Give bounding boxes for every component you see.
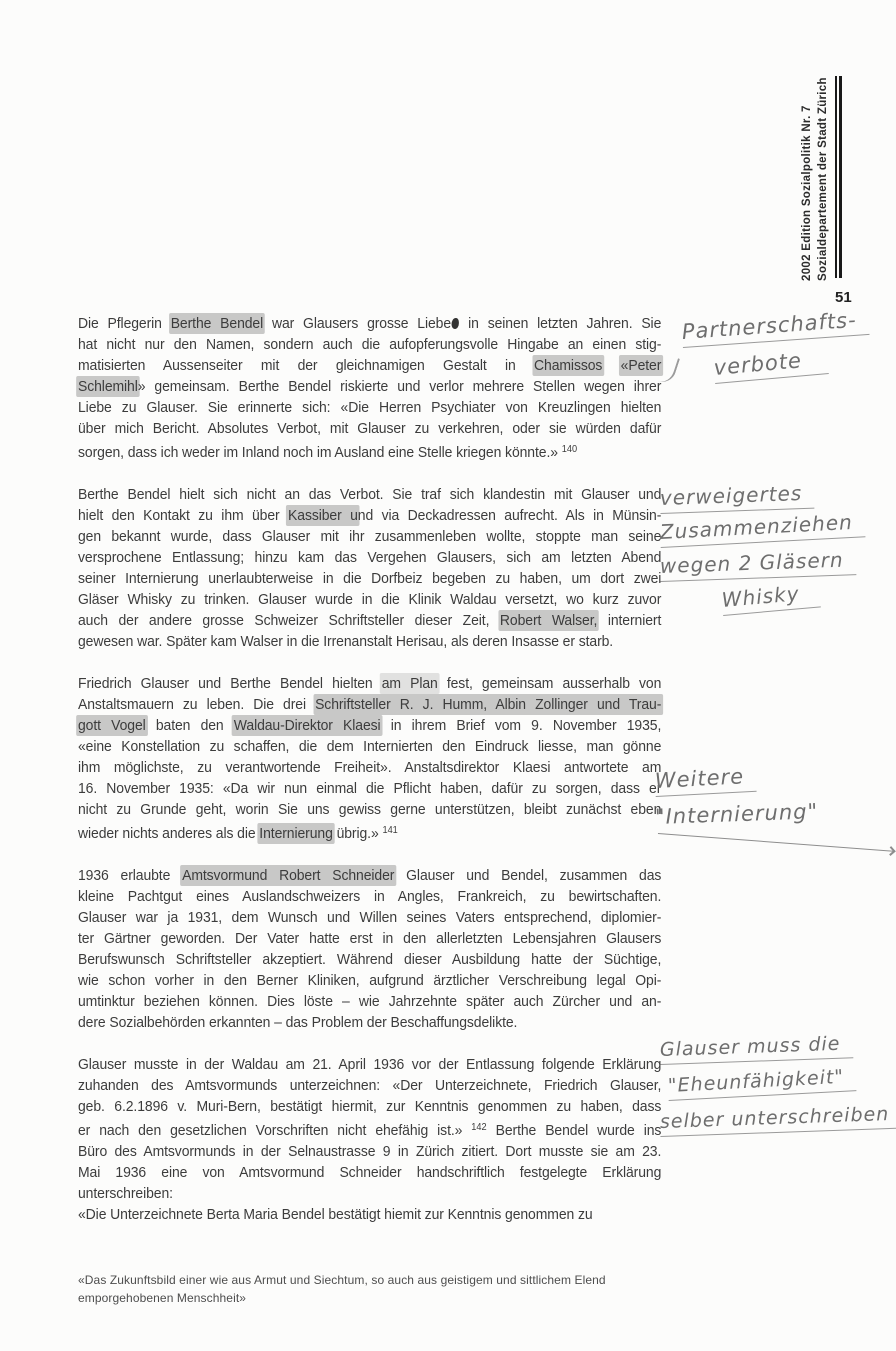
text-line <box>78 397 661 418</box>
text-span: gewesen war. Später kam Walser in die Irrenanstalt Herisau, als deren Insasse er starb. <box>78 633 614 650</box>
handwritten-line: verweigertes <box>660 481 815 514</box>
edition-header-line1: 2002 Edition Sozialpolitik Nr. 7 <box>801 105 813 281</box>
text-line <box>78 439 661 463</box>
text-span: Gläser Whisky zu trinken. Glauser wurde in die Klinik Waldau versetzt, wo kurz zuvor <box>78 591 662 608</box>
text-span: Anstaltsmauern zu leben. Die drei <box>78 696 316 713</box>
highlight-mark: Internierung <box>259 825 333 842</box>
text-span: über mich Bericht. Absolutes Verbot, mit Glauser zu verkehren, oder sie würden dafür <box>78 420 662 437</box>
text-span: Berthe Bendel wurde ins <box>486 1122 662 1139</box>
text-line <box>78 991 661 1012</box>
text-line <box>78 1183 661 1204</box>
text-span: versprochene Entlassung; hinzu kam das Vergehen Glausers, sich am letzten Abend <box>78 549 662 566</box>
text-span: nicht zu Grunde geht, worin Sie uns gewiss gerne unterstützen, bleibt zunächst eben <box>78 801 662 818</box>
handwritten-line: "Eheunfähigkeit" <box>667 1065 857 1101</box>
text-span <box>602 357 620 374</box>
text-line <box>78 484 661 505</box>
handwritten-line: verbote <box>713 346 829 384</box>
text-span: umtinktur beziehen können. Dies löste – wie Jahrzehnte später auch Zürcher und an- <box>78 993 662 1010</box>
text-line <box>78 778 661 799</box>
text-span: Mai 1936 eine von Amtsvormund Schneider handschriftlich festgelegte Erklärung <box>78 1164 662 1181</box>
margin-note-eheunfaehigkeit <box>659 1032 896 1147</box>
text-span: Berthe Bendel hielt sich nicht an das Verbot. Sie traf sich klandestin mit Glauser und <box>78 486 662 503</box>
text-line <box>78 907 661 928</box>
text-line <box>78 376 661 397</box>
text-span: sorgen, dass ich weder im Inland noch im Ausland eine Stelle kriegen könnte.» <box>78 444 562 461</box>
footnote-marker: 141 <box>382 825 398 836</box>
text-span: wieder nichts anderes als die <box>78 825 260 842</box>
highlight-mark: Waldau-Direktor Klaesi <box>233 717 381 734</box>
highlight-mark: Schriftsteller R. J. Humm, Albin Zollinger und Trau- <box>315 696 662 713</box>
text-line <box>78 1204 661 1225</box>
body-text <box>78 313 712 1246</box>
handwritten-line: Weitere <box>654 764 757 797</box>
page-number: 51 <box>835 289 852 306</box>
highlight-mark: Berthe Bendel <box>170 315 264 332</box>
highlight-mark: «Peter <box>620 357 662 374</box>
text-span: Glauser und Bendel, zusammen das <box>394 867 662 884</box>
text-line <box>78 757 661 778</box>
text-span: Liebe zu Glauser. Sie erinnerte sich: «Die Herren Psychiater von Kreuzlingen hielten <box>78 399 662 416</box>
footnote-marker: 142 <box>471 1122 487 1133</box>
text-span: seiner Internierung unerlaubterweise in die Dorfbeiz begeben zu haben, um dort zwei <box>78 570 662 587</box>
paragraph <box>78 484 712 652</box>
text-span: Büro des Amtsvormunds in der Selnaustrasse 9 in Zürich zitiert. Dort musste sie am 23. <box>78 1143 662 1160</box>
text-span: Friedrich Glauser und Berthe Bendel hielten <box>78 675 382 692</box>
text-span: in seinen letzten Jahren. Sie <box>459 315 662 332</box>
text-span: nd via Deckadressen aufrecht. Als in Münsin- <box>357 507 662 524</box>
text-span: gen bekannt wurde, dass Glauser mit ihr zusammenleben wollte, stoppte man seine <box>78 528 662 545</box>
text-span: » gemeinsam. Berthe Bendel riskierte und verlor mehrere Stellen wegen ihrer <box>137 378 662 395</box>
text-line <box>78 355 661 376</box>
highlight-mark: Robert Walser, <box>499 612 598 629</box>
text-span: wie schon vorher in den Berner Kliniken, aufgrund ärztlicher Verschreibung legal Opi- <box>78 972 662 989</box>
text-span: übrig.» <box>332 825 383 842</box>
text-line <box>78 568 661 589</box>
edition-header-line2: Sozialdepartement der Stadt Zürich <box>817 77 829 281</box>
paragraph <box>78 865 712 1033</box>
handwritten-line: "Internierung" <box>654 799 819 829</box>
text-span: «Die Unterzeichnete Berta Maria Bendel bestätigt hiemit zur Kenntnis genommen zu <box>78 1206 593 1223</box>
text-span: geb. 6.2.1896 v. Muri-Bern, bestätigt hiermit, zur Kenntnis genommen zu haben, dass <box>78 1098 662 1115</box>
text-line <box>78 1054 661 1075</box>
text-line <box>78 928 661 949</box>
handwritten-line: Glauser muss die <box>660 1032 853 1065</box>
paragraph <box>78 673 712 844</box>
text-span: fest, gemeinsam ausserhalb von <box>437 675 662 692</box>
text-line <box>78 547 661 568</box>
text-span: er nach den gesetzlichen Vorschriften nicht ehefähig ist.» <box>78 1122 472 1139</box>
text-span: Berufswunsch Schriftsteller akzeptiert. Während dieser Ausbildung hatte der Süchtige, <box>78 951 662 968</box>
text-span: matisierten Aussenseiter mit der gleichnamigen Gestalt in <box>78 357 535 374</box>
text-line <box>78 736 661 757</box>
text-line <box>78 1162 661 1183</box>
text-line <box>78 1012 661 1033</box>
text-span: Glauser musste in der Waldau am 21. April 1936 vor der Entlassung folgende Erklärung <box>78 1056 662 1073</box>
text-line <box>78 631 661 652</box>
text-line <box>78 1141 661 1162</box>
text-line <box>78 886 661 907</box>
text-line <box>78 610 661 631</box>
text-span: Glauser war ja 1931, dem Wunsch und Willen seines Vaters entsprechend, diplomier- <box>78 909 662 926</box>
handwritten-line: Partnerschafts- <box>681 307 870 348</box>
text-line <box>78 673 661 694</box>
margin-note-partnerschaftsverbote <box>681 307 869 392</box>
text-span: hat nicht nur den Namen, sondern auch die aufopferungsvolle Hingabe an einen stig- <box>78 336 662 353</box>
text-span: dere Sozialbehörden erkannten – das Problem der Beschaffungsdelikte. <box>78 1014 518 1031</box>
text-span: in ihrem Brief vom 9. November 1935, <box>380 717 662 734</box>
text-span: baten den <box>145 717 234 734</box>
highlight-mark: Chamissos <box>534 357 603 374</box>
text-line <box>78 820 661 844</box>
handwritten-line: Zusammenziehen <box>659 509 865 548</box>
text-line <box>78 1117 661 1141</box>
handwritten-line: selber unterschreiben <box>660 1103 896 1137</box>
text-line <box>78 418 661 439</box>
text-span: interniert <box>597 612 662 629</box>
highlight-mark: Schlemihl <box>78 378 138 395</box>
text-line <box>78 1075 661 1096</box>
text-line <box>78 715 661 736</box>
edition-header <box>799 77 831 281</box>
text-line <box>78 505 661 526</box>
text-span: ihm möglichste, zu verantwortende Freiheit». Anstaltsdirektor Klaesi antwortete am <box>78 759 662 776</box>
text-line <box>78 949 661 970</box>
text-span: 1936 erlaubte <box>78 867 183 884</box>
text-line <box>78 589 661 610</box>
footnote-marker: 140 <box>561 444 578 455</box>
highlight-mark: Amtsvormund Robert Schneider <box>182 867 395 884</box>
text-span: zuhanden des Amtsvormunds unterzeichnen: «Der Unterzeichnete, Friedrich Glauser, <box>78 1077 662 1094</box>
text-span: kleine Pachtgut eines Auslandschweizers in Angles, Frankreich, zu bewirtschaften. <box>78 888 662 905</box>
footer-quote: «Das Zukunftsbild einer wie aus Armut und Siechtum, so auch aus geistigem und sittlichem Elend emporgehobenen Menschheit» <box>78 1273 606 1305</box>
text-span: «eine Konstellation zu schaffen, die dem Internierten den Eindruck liesse, man gönne <box>78 738 662 755</box>
highlight-mark: gott Vogel <box>78 717 146 734</box>
paragraph <box>78 1054 712 1225</box>
text-span: unterschreiben: <box>78 1185 173 1202</box>
text-line <box>78 1096 661 1117</box>
text-span: auch der andere grosse Schweizer Schriftsteller dieser Zeit, <box>78 612 500 629</box>
highlight-mark: am Plan <box>381 675 438 692</box>
margin-note-verweigertes-zusammenziehen <box>659 481 865 622</box>
text-line <box>78 334 661 355</box>
text-line <box>78 799 661 820</box>
text-span: 16. November 1935: «Da wir nun einmal die Pflicht haben, dafür zu sorgen, dass er <box>78 780 662 797</box>
text-line <box>78 694 661 715</box>
vertical-double-rule <box>835 76 842 278</box>
margin-note-weitere-internierung <box>654 764 830 840</box>
text-line <box>78 970 661 991</box>
paragraph <box>78 313 712 463</box>
text-line <box>78 313 661 334</box>
text-line <box>78 865 661 886</box>
text-span: hielt den Kontakt zu ihm über <box>78 507 289 524</box>
handwritten-line: wegen 2 Gläsern <box>660 547 857 582</box>
highlight-mark: Kassiber u <box>288 507 358 524</box>
handwritten-line: Whisky <box>721 580 821 616</box>
text-span: ter Gärtner geworden. Der Vater hatte erst in den allerletzten Lebensjahren Glausers <box>78 930 662 947</box>
text-span: war Glausers grosse Liebe <box>263 315 452 332</box>
text-span: Die Pflegerin <box>78 315 171 332</box>
text-line <box>78 526 661 547</box>
